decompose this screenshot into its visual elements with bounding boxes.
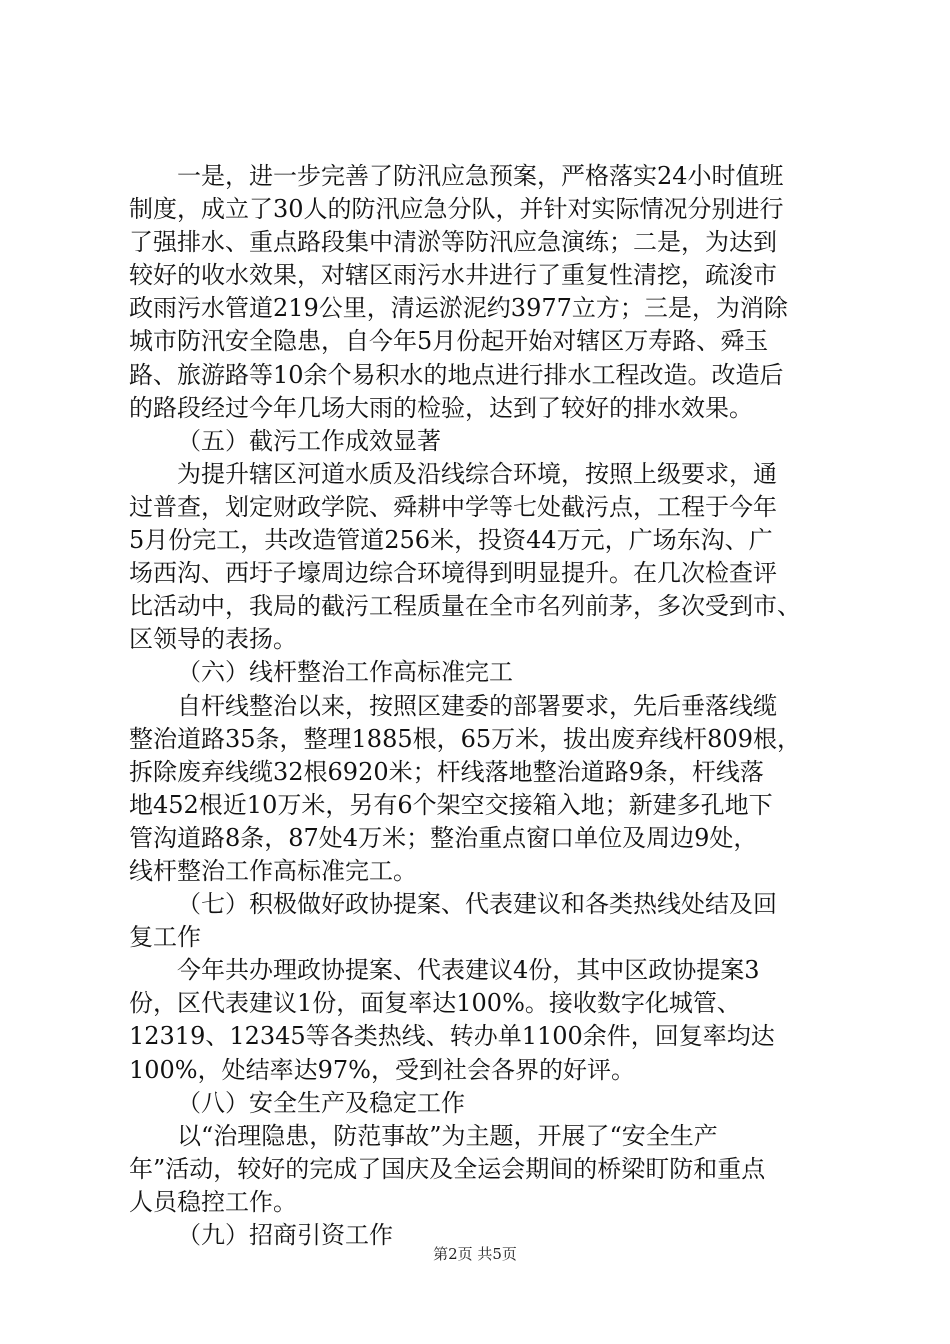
text-line: 制度，成立了30人的防汛应急分队，并针对实际情况分别进行 [129, 195, 784, 224]
text-line: 城市防汛安全隐患，自今年5月份起开始对辖区万寿路、舜玉 [129, 327, 769, 356]
text-line: 了强排水、重点路段集中清淤等防汛应急演练；二是，为达到 [129, 228, 777, 257]
text-line: 场西沟、西圩子壕周边综合环境得到明显提升。在几次检查评 [129, 559, 777, 588]
text-line: 的路段经过今年几场大雨的检验，达到了较好的排水效果。 [129, 393, 753, 422]
text-line: （八）安全生产及稳定工作 [177, 1088, 465, 1117]
text-line: 地452根近10万米，另有6个架空交接箱入地；新建多孔地下 [129, 790, 773, 819]
text-line: 过普查，划定财政学院、舜耕中学等七处截污点，工程于今年 [129, 492, 777, 521]
text-line: 今年共办理政协提案、代表建议4份，其中区政协提案3 [177, 956, 760, 985]
text-line: 整治道路35条，整理1885根，65万米，拔出废弃线杆809根， [129, 724, 801, 753]
text-line: 5月份完工，共改造管道256米，投资44万元，广场东沟、广 [129, 526, 773, 555]
text-line: 政雨污水管道219公里，清运淤泥约3977立方；三是，为消除 [129, 294, 788, 323]
text-line: 路、旅游路等10余个易积水的地点进行排水工程改造。改造后 [129, 360, 784, 389]
text-line: 管沟道路8条，87处4万米；整治重点窗口单位及周边9处， [129, 823, 758, 852]
text-line: （九）招商引资工作 [177, 1221, 393, 1249]
text-line: 较好的收水效果，对辖区雨污水井进行了重复性清挖，疏浚市 [129, 261, 777, 290]
text-line: 12319、12345等各类热线、转办单1100余件，回复率均达 [129, 1022, 775, 1051]
text-line: （七）积极做好政协提案、代表建议和各类热线处结及回 [177, 890, 777, 919]
text-line: 年”活动，较好的完成了国庆及全运会期间的桥梁盯防和重点 [129, 1154, 766, 1183]
text-line: 份，区代表建议1份，面复率达100%。接收数字化城管、 [129, 989, 741, 1018]
text-line: 一是，进一步完善了防汛应急预案，严格落实24小时值班 [177, 162, 784, 190]
text-line: 以“治理隐患，防范事故”为主题，开展了“安全生产 [177, 1121, 718, 1150]
text-line: 拆除废弃线缆32根6920米；杆线落地整治道路9条，杆线落 [129, 757, 764, 786]
text-line: 100%，处结率达97%，受到社会各界的好评。 [129, 1055, 635, 1084]
text-line: 自杆线整治以来，按照区建委的部署要求，先后垂落线缆 [177, 691, 777, 720]
page-footer: 第2页 共5页 [433, 1245, 517, 1263]
text-line: 线杆整治工作高标准完工。 [129, 856, 417, 885]
text-line: 人员稳控工作。 [129, 1187, 297, 1216]
text-line: 区领导的表扬。 [129, 625, 297, 654]
document-body [129, 160, 829, 1252]
text-line: 比活动中，我局的截污工程质量在全市名列前茅，多次受到市、 [129, 592, 801, 621]
text-line: （六）线杆整治工作高标准完工 [177, 658, 513, 687]
text-line: 为提升辖区河道水质及沿线综合环境，按照上级要求，通 [177, 459, 777, 488]
text-line: （五）截污工作成效显著 [177, 426, 441, 455]
text-line: 复工作 [129, 923, 201, 952]
